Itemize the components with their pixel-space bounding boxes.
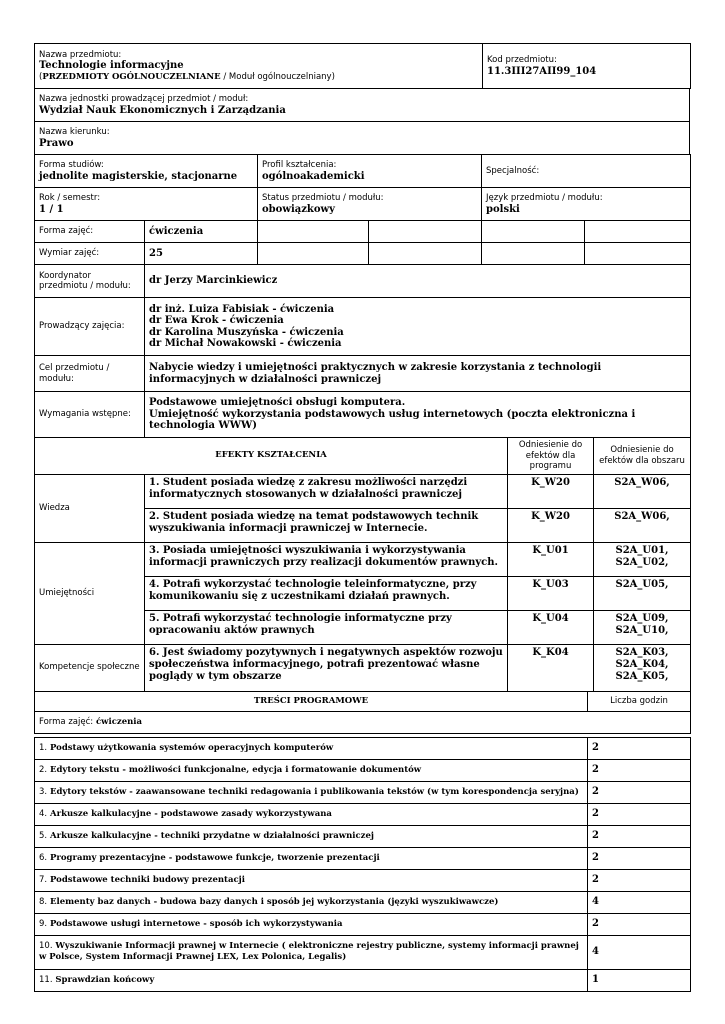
topic-hours-cell bbox=[588, 913, 691, 935]
unit-table bbox=[34, 88, 690, 155]
topic-number: 10. bbox=[39, 941, 53, 951]
unit-cell bbox=[35, 89, 690, 122]
outcome-area: S2A_W06, bbox=[614, 510, 670, 522]
outcomes-title-cell bbox=[35, 438, 508, 475]
topic-title-cell bbox=[35, 869, 588, 891]
class-form-value: ćwiczenia bbox=[149, 225, 204, 237]
topic-title-cell bbox=[35, 759, 588, 781]
class-empty-8 bbox=[585, 243, 691, 265]
topic-title: Wyszukiwanie Informacji prawnej w Internecie ( elektroniczne rejestry publiczne, systemy informacji prawnej w Polsce, System Informacji Prawnej LEX, Lex Polonica, Legalis) bbox=[39, 941, 579, 962]
outcome-area: S2A_W06, bbox=[614, 476, 670, 488]
topic-row bbox=[35, 825, 691, 847]
spec-label: Specjalność: bbox=[486, 165, 540, 176]
content-title-cell bbox=[35, 691, 588, 711]
year-cell bbox=[35, 188, 258, 221]
topic-title-cell bbox=[35, 803, 588, 825]
topic-number: 6. bbox=[39, 852, 48, 863]
outcome-area-cell bbox=[594, 576, 691, 610]
outcome-program-cell bbox=[508, 576, 594, 610]
teacher-item: dr Ewa Krok - ćwiczenia bbox=[149, 315, 284, 326]
class-empty-7 bbox=[482, 243, 585, 265]
requirements-label: Wymagania wstępne: bbox=[35, 392, 145, 438]
info-table bbox=[34, 264, 691, 438]
topic-hours-cell bbox=[588, 869, 691, 891]
content-table bbox=[34, 691, 691, 734]
topic-hours: 2 bbox=[592, 874, 599, 885]
code-value: 11.3III27AII99_104 bbox=[487, 65, 597, 77]
spec-cell bbox=[482, 155, 691, 188]
topic-hours: 2 bbox=[592, 852, 599, 863]
topic-hours: 2 bbox=[592, 808, 599, 819]
topic-number: 7. bbox=[39, 874, 48, 885]
topic-title: Arkusze kalkulacyjne - techniki przydatne w działalności prawniczej bbox=[50, 830, 374, 841]
teachers-label: Prowadzący zajęcia: bbox=[35, 298, 145, 356]
teachers-cell bbox=[145, 298, 691, 356]
teacher-item: dr inż. Luiza Fabisiak - ćwiczenia bbox=[149, 303, 335, 315]
unit-value: Wydział Nauk Ekonomicznych i Zarządzania bbox=[39, 104, 286, 116]
topic-number: 9. bbox=[39, 918, 48, 929]
outcome-program-cell bbox=[508, 644, 594, 691]
coordinator-value: dr Jerzy Marcinkiewicz bbox=[149, 275, 278, 286]
topic-title-cell bbox=[35, 913, 588, 935]
topic-row bbox=[35, 737, 691, 759]
outcome-program: K_U01 bbox=[532, 544, 569, 556]
goal-label: Cel przedmiotu / modułu: bbox=[35, 356, 145, 392]
topic-number: 4. bbox=[39, 808, 48, 819]
topic-hours: 2 bbox=[592, 742, 599, 753]
outcome-program-cell bbox=[508, 474, 594, 508]
outcome-text: 6. Jest świadomy pozytywnych i negatywnych aspektów rozwoju społeczeństwa informacyjnego, potrafi prezentować własne poglądy w tym obszarze bbox=[149, 646, 503, 682]
topic-title-cell bbox=[35, 847, 588, 869]
outcome-text-cell bbox=[145, 474, 508, 508]
topic-row bbox=[35, 781, 691, 803]
goal-cell bbox=[145, 356, 691, 392]
code-cell bbox=[483, 44, 691, 89]
topic-hours-cell bbox=[588, 803, 691, 825]
class-empty-2 bbox=[369, 221, 482, 243]
outcome-area-cell bbox=[594, 610, 691, 644]
class-empty-6 bbox=[369, 243, 482, 265]
outcome-area-cell bbox=[594, 508, 691, 542]
lang-label: Język przedmiotu / modułu: bbox=[486, 193, 603, 203]
topic-row bbox=[35, 869, 691, 891]
topic-row bbox=[35, 935, 691, 969]
topic-hours: 4 bbox=[592, 946, 599, 957]
topic-title-cell bbox=[35, 825, 588, 847]
outcome-program-cell bbox=[508, 542, 594, 576]
outcome-area: S2A_K03, S2A_K04, S2A_K05, bbox=[615, 646, 669, 682]
topic-row bbox=[35, 913, 691, 935]
topic-title: Edytory tekstu - możliwości funkcjonalne, edycja i formatowanie dokumentów bbox=[50, 764, 422, 775]
outcome-text-cell bbox=[145, 508, 508, 542]
topics-table bbox=[34, 737, 691, 992]
outcome-text: 1. Student posiada wiedzę z zakresu możliwości narzędzi informatycznych stosowanych w działalności prawniczej bbox=[149, 476, 468, 500]
year-label: Rok / semestr: bbox=[39, 193, 101, 203]
subject-group: PRZEDMIOTY OGÓLNOUCZELNIANE bbox=[42, 71, 221, 82]
topic-number: 5. bbox=[39, 830, 48, 841]
topic-row bbox=[35, 969, 691, 991]
outcome-program: K_W20 bbox=[531, 510, 570, 522]
content-form-cell bbox=[35, 711, 691, 733]
profile-cell bbox=[258, 155, 482, 188]
content-title: TREŚCI PROGRAMOWE bbox=[253, 695, 369, 706]
topic-title: Arkusze kalkulacyjne - podstawowe zasady wykorzystywana bbox=[50, 808, 332, 819]
subject-group-rest: Moduł ogólnouczelniany) bbox=[228, 71, 335, 82]
outcome-text-cell bbox=[145, 542, 508, 576]
unit-label: Nazwa jednostki prowadzącej przedmiot / moduł: bbox=[39, 94, 249, 104]
study-form-value: jednolite magisterskie, stacjonarne bbox=[39, 170, 238, 182]
requirement-line: Umiejętność wykorzystania podstawowych usług internetowych (poczta elektroniczna i technologia WWW) bbox=[149, 408, 636, 432]
topic-row bbox=[35, 803, 691, 825]
outcome-text-cell bbox=[145, 576, 508, 610]
outcome-text: 4. Potrafi wykorzystać technologie teleinformatyczne, przy komunikowaniu się z uczestnikami działań prawnych. bbox=[149, 578, 477, 602]
topic-title: Podstawowe usługi internetowe - sposób ich wykorzystywania bbox=[50, 918, 343, 929]
topic-number: 11. bbox=[39, 974, 53, 985]
class-empty-4 bbox=[585, 221, 691, 243]
classes-table bbox=[34, 220, 691, 265]
study-table bbox=[34, 154, 691, 221]
requirement-line: Podstawowe umiejętności obsługi komputera. bbox=[149, 397, 406, 409]
class-form-label: Forma zajęć: bbox=[35, 221, 145, 243]
topic-title: Programy prezentacyjne - podstawowe funkcje, tworzenie prezentacji bbox=[50, 852, 380, 863]
field-cell bbox=[35, 122, 690, 155]
content-hours-col: Liczba godzin bbox=[588, 691, 691, 711]
status-cell bbox=[258, 188, 482, 221]
class-hours-value: 25 bbox=[149, 247, 163, 259]
topic-row bbox=[35, 847, 691, 869]
year-value: 1 / 1 bbox=[39, 203, 64, 215]
profile-label: Profil kształcenia: bbox=[262, 160, 337, 170]
topic-hours: 2 bbox=[592, 786, 599, 797]
topic-hours-cell bbox=[588, 891, 691, 913]
topic-hours-cell bbox=[588, 737, 691, 759]
teacher-item: dr Michał Nowakowski - ćwiczenia bbox=[149, 338, 342, 349]
topic-number: 3. bbox=[39, 786, 48, 797]
syllabus-document bbox=[34, 43, 690, 992]
outcome-area-cell bbox=[594, 542, 691, 576]
class-hours-label: Wymiar zajęć: bbox=[35, 243, 145, 265]
topic-title: Edytory tekstów - zaawansowane techniki redagowania i publikowania tekstów (w tym korespondencja seryjna) bbox=[50, 786, 579, 797]
topic-title: Sprawdzian końcowy bbox=[55, 974, 155, 985]
topic-title-cell bbox=[35, 781, 588, 803]
topic-number: 2. bbox=[39, 764, 48, 775]
topic-row bbox=[35, 759, 691, 781]
outcome-program-cell bbox=[508, 508, 594, 542]
outcomes-table bbox=[34, 437, 691, 692]
subject-name: Technologie informacyjne bbox=[39, 60, 184, 71]
topic-title: Podstawy użytkowania systemów operacyjnych komputerów bbox=[50, 742, 334, 753]
topic-hours-cell bbox=[588, 825, 691, 847]
outcomes-title: EFEKTY KSZTAŁCENIA bbox=[215, 450, 327, 461]
outcomes-col-area: Odniesienie do efektów dla obszaru bbox=[594, 438, 691, 475]
outcome-text: 3. Posiada umiejętności wyszukiwania i wykorzystywania informacji prawniczych przy realizacji dokumentów prawnych. bbox=[149, 544, 499, 568]
status-label: Status przedmiotu / modułu: bbox=[262, 193, 384, 203]
outcome-area: S2A_U01, S2A_U02, bbox=[615, 544, 669, 568]
outcome-group-competences: Kompetencje społeczne bbox=[35, 644, 145, 691]
topic-row bbox=[35, 891, 691, 913]
topic-hours: 2 bbox=[592, 764, 599, 775]
outcome-area-cell bbox=[594, 644, 691, 691]
topic-number: 8. bbox=[39, 896, 48, 907]
outcome-area: S2A_U05, bbox=[615, 578, 669, 590]
outcome-area: S2A_U09, S2A_U10, bbox=[615, 612, 669, 636]
topic-title-cell bbox=[35, 969, 588, 991]
subject-cell: Nazwa przedmiotu: Technologie informacyjne (PRZEDMIOTY OGÓLNOUCZELNIANE / Moduł ogólnouczelniany) bbox=[35, 44, 483, 89]
class-empty-1 bbox=[258, 221, 369, 243]
topic-hours-cell bbox=[588, 969, 691, 991]
lang-cell bbox=[482, 188, 691, 221]
requirements-cell bbox=[145, 392, 691, 438]
content-form-value: ćwiczenia bbox=[96, 716, 143, 727]
topic-title-cell bbox=[35, 737, 588, 759]
outcome-program: K_W20 bbox=[531, 476, 570, 488]
header-table bbox=[34, 43, 691, 89]
outcomes-col-program: Odniesienie do efektów dla programu bbox=[508, 438, 594, 475]
code-label: Kod przedmiotu: bbox=[487, 55, 557, 65]
outcome-program: K_U04 bbox=[532, 612, 569, 624]
topic-title-cell bbox=[35, 891, 588, 913]
topic-hours-cell bbox=[588, 847, 691, 869]
lang-value: polski bbox=[486, 203, 520, 215]
content-form-label: Forma zajęć: bbox=[39, 716, 94, 727]
profile-value: ogólnoakademicki bbox=[262, 170, 365, 182]
class-hours-value-cell bbox=[145, 243, 258, 265]
outcome-area-cell bbox=[594, 474, 691, 508]
topic-hours-cell bbox=[588, 781, 691, 803]
topic-hours-cell bbox=[588, 759, 691, 781]
topic-hours: 4 bbox=[592, 896, 599, 907]
class-form-value-cell bbox=[145, 221, 258, 243]
outcome-program-cell bbox=[508, 610, 594, 644]
topic-hours: 1 bbox=[592, 974, 599, 985]
topic-hours: 2 bbox=[592, 830, 599, 841]
subject-label: Nazwa przedmiotu: bbox=[39, 49, 122, 60]
topic-number: 1. bbox=[39, 742, 48, 753]
outcome-group-knowledge: Wiedza bbox=[35, 474, 145, 542]
topic-title: Elementy baz danych - budowa bazy danych i sposób jej wykorzystania (języki wyszukiwawcze) bbox=[50, 896, 499, 907]
outcome-group-skills: Umiejętności bbox=[35, 542, 145, 644]
topic-title-cell bbox=[35, 935, 588, 969]
class-empty-5 bbox=[258, 243, 369, 265]
outcome-program: K_K04 bbox=[532, 646, 569, 658]
study-form-label: Forma studiów: bbox=[39, 160, 104, 170]
status-value: obowiązkowy bbox=[262, 203, 335, 215]
field-label: Nazwa kierunku: bbox=[39, 127, 110, 137]
study-form-cell bbox=[35, 155, 258, 188]
outcome-text: 2. Student posiada wiedzę na temat podstawowych technik wyszukiwania informacji prawniczej w Internecie. bbox=[149, 510, 479, 534]
coordinator-cell bbox=[145, 265, 691, 298]
topic-hours-cell bbox=[588, 935, 691, 969]
outcome-text: 5. Potrafi wykorzystać technologie informatyczne przy opracowaniu aktów prawnych bbox=[149, 612, 452, 636]
topic-title: Podstawowe techniki budowy prezentacji bbox=[50, 874, 245, 885]
goal-value: Nabycie wiedzy i umiejętności praktycznych w zakresie korzystania z technologii informacyjnych w działalności prawniczej bbox=[149, 361, 602, 385]
teacher-item: dr Karolina Muszyńska - ćwiczenia bbox=[149, 326, 344, 338]
topic-hours: 2 bbox=[592, 918, 599, 929]
field-value: Prawo bbox=[39, 137, 74, 149]
outcome-text-cell bbox=[145, 610, 508, 644]
coordinator-label: Koordynator przedmiotu / modułu: bbox=[35, 265, 145, 298]
outcome-text-cell bbox=[145, 644, 508, 691]
outcome-program: K_U03 bbox=[532, 578, 569, 590]
class-empty-3 bbox=[482, 221, 585, 243]
